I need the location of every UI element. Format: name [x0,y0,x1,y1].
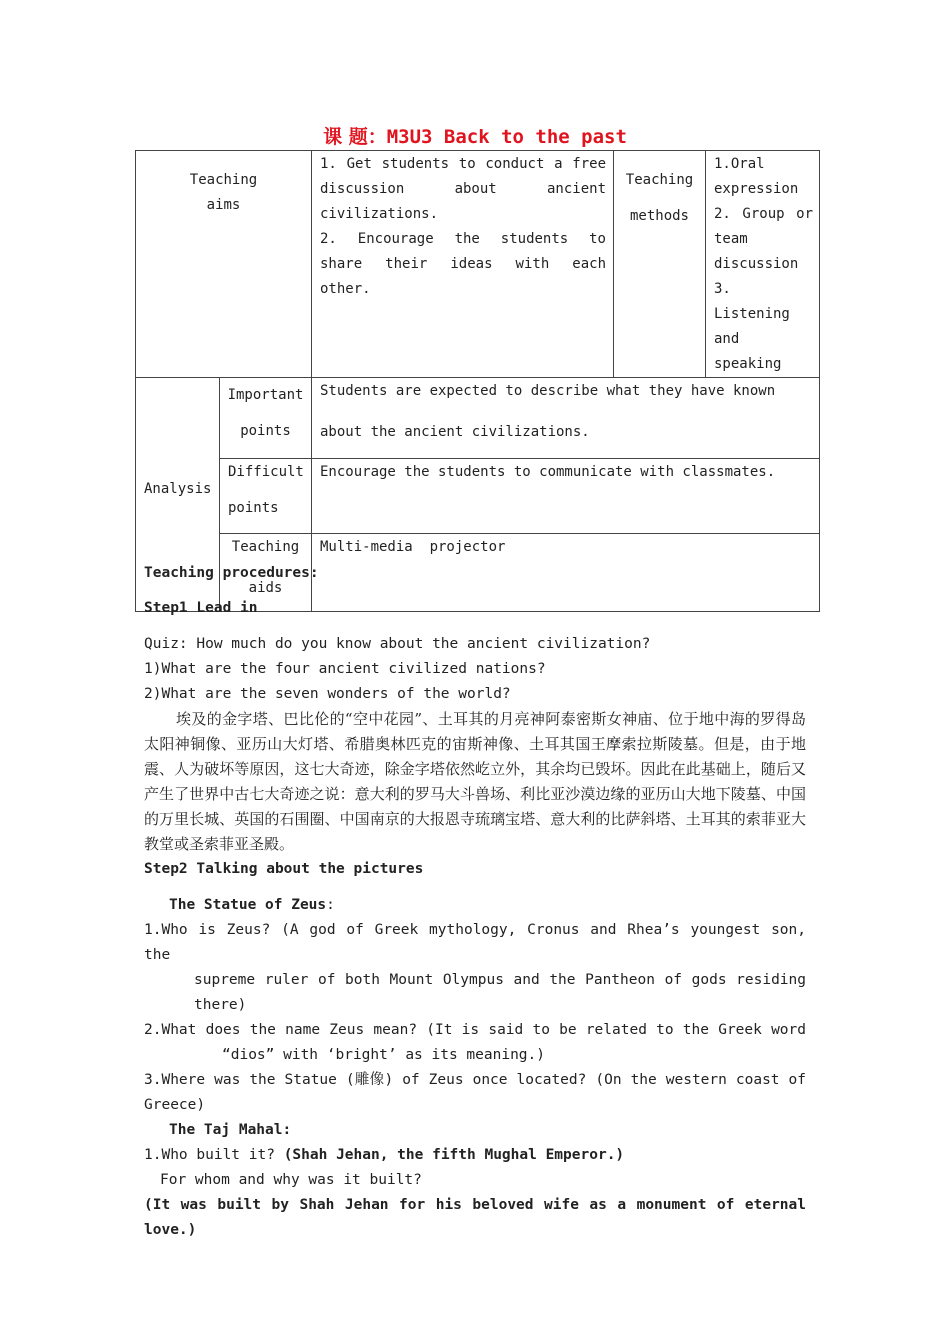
zeus-question-3: 3.Where was the Statue (雕像) of Zeus once located? (On the western coast of [144,1072,806,1088]
important-points-text-2: about the ancient civilizations. [320,424,590,440]
taj-answer-1: (Shah Jehan, the fifth Mughal Emperor.) [283,1147,625,1163]
lesson-plan-table [135,150,820,612]
taj-answer-2-end: love.) [144,1222,197,1238]
teaching-aids-label: Teaching [231,539,300,555]
zeus-heading-text: The Statue of Zeus [169,897,327,913]
difficult-points-label: Difficult [228,464,304,480]
zeus-question-1: 1.Who is Zeus? (A god of Greek mythology, Cronus and Rhea’s youngest son, the [144,922,815,963]
difficult-points-text: Encourage the students to communicate with classmates. [320,464,776,480]
quiz-question-1: 1)What are the four ancient civilized nations? [144,661,546,677]
procedures-section [144,561,815,1243]
difficult-points-content [312,459,820,534]
teaching-aids-text: Multi-media projector [320,539,506,555]
aims-line: 2. Encourage the students to [320,231,606,247]
quiz-question-2: 2)What are the seven wonders of the world? [144,686,511,702]
zeus-question-2: 2.What does the name Zeus mean? (It is said to be related to the Greek word [144,1022,806,1038]
zeus-question-3-cont: Greece) [144,1097,206,1113]
important-points-label: Important [227,387,304,403]
aims-line: other. [320,281,371,297]
aims-line: civilizations. [320,206,439,222]
teaching-methods-label-cell [614,151,706,378]
procedures-heading: Teaching procedures: [144,565,319,581]
difficult-points-label-2: points [228,500,279,516]
teaching-aims-label: Teaching [189,172,258,188]
methods-line: 3. Listening [714,281,790,322]
methods-line: discussion [714,256,799,272]
methods-line: 1.Oral [714,156,765,172]
methods-line: team [714,231,748,247]
analysis-label: Analysis [144,481,212,497]
difficult-points-label-cell [220,459,312,534]
taj-heading: The Taj Mahal: [169,1122,292,1138]
zeus-heading [144,893,806,918]
teaching-methods-content [706,151,820,378]
taj-answer-2: (It was built by Shah Jehan for his beloved wife as a monument of eternal [144,1197,806,1213]
teaching-methods-label: Teaching [625,172,694,188]
aims-line: 1. Get students to conduct a free [320,156,606,172]
zeus-question-1-cont: supreme ruler of both Mount Olympus and the Pantheon of gods residing [194,972,806,988]
teaching-aims-content [312,151,614,378]
quiz-text: Quiz: How much do you know about the ancient civilization? [144,636,651,652]
important-points-label-cell [220,378,312,459]
step1-heading: Step1 Lead in [144,600,258,616]
important-points-label-2: points [240,423,291,439]
teaching-aims-label-cell [136,151,312,378]
important-points-text: Students are expected to describe what they have known [320,383,776,399]
zeus-question-2-cont: “dios” with ‘bright’ as its meaning.) [222,1047,546,1063]
taj-question-2: For whom and why was it built? [160,1172,422,1188]
taj-question-1 [144,1143,806,1168]
zeus-question-1-end: there) [194,997,247,1013]
taj-question-1-text: 1.Who built it? [144,1147,275,1163]
zeus-heading-colon: : [326,897,335,913]
title-label: 课 题： [323,126,387,148]
methods-line: expression [714,181,799,197]
seven-wonders-paragraph: 埃及的金字塔、巴比伦的“空中花园”、土耳其的月亮神阿泰密斯女神庙、位于地中海的罗得岛太阳神铜像、亚历山大灯塔、希腊奥林匹克的宙斯神像、土耳其国王摩索拉斯陵墓。但是，由于地震、人为破坏等原因，这七大奇迹，除金字塔依然屹立外，其余均已毁坏。因此在此基础上，随后又产生了世界中古七大奇迹之说：意大利的罗马大斗兽场、利比亚沙漠边缘的亚历山大地下陵墓、中国的万里长城、英国的石围圈、中国南京的大报恩寺琉璃宝塔、意大利的比萨斜塔、土耳其的索菲亚大教堂或圣索菲亚圣殿。 [144,710,806,853]
methods-line: 2. Group or [714,206,813,222]
methods-line: and speaking [714,331,782,372]
teaching-methods-label-2: methods [629,208,689,224]
step2-heading: Step2 Talking about the pictures [144,861,424,877]
teaching-aids-label-2: aids [248,580,283,596]
aims-line: share their ideas with each [320,256,606,272]
title-text: M3U3 Back to the past [386,126,627,148]
aims-line: discussion about ancient [320,181,606,197]
important-points-content [312,378,820,459]
page-title [0,124,950,150]
teaching-aims-label-2: aims [206,197,241,213]
